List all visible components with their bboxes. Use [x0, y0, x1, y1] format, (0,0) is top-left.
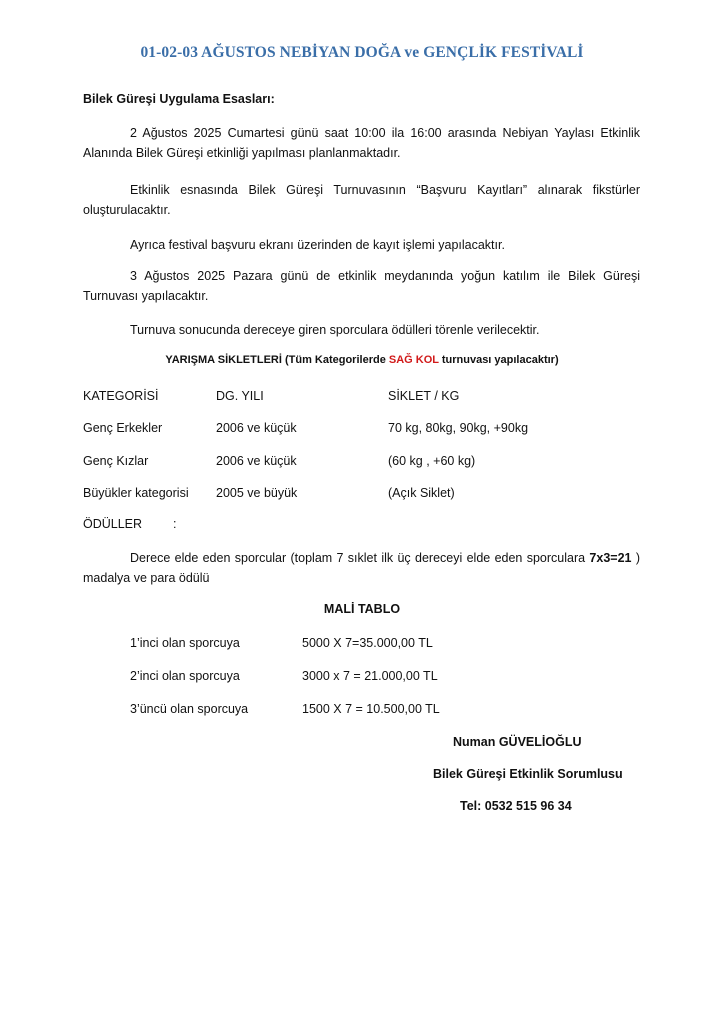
- prize-rank: 3’üncü olan sporcuya: [130, 702, 249, 716]
- paragraph-tournament-day: 3 Ağustos 2025 Pazara günü de etkinlik meydanında yoğun katılım ile Bilek Güreşi Turnuvası yapılacaktır.: [83, 269, 640, 303]
- weight-classes-title-highlight: SAĞ KOL: [388, 354, 439, 366]
- category-name: Büyükler kategorisi: [83, 486, 189, 500]
- prize-rank: 1’inci olan sporcuya: [130, 636, 240, 650]
- awards-colon: :: [173, 517, 177, 531]
- prize-row: [130, 702, 550, 720]
- section-heading: Bilek Güreşi Uygulama Esasları:: [83, 92, 275, 106]
- money-table-title: MALİ TABLO: [323, 602, 401, 616]
- prize-amount: 5000 X 7=35.000,00 TL: [302, 636, 433, 650]
- category-weights: 70 kg, 80kg, 90kg, +90kg: [388, 421, 529, 435]
- category-birth-year: 2006 ve küçük: [216, 454, 297, 468]
- awards-label: ÖDÜLLER: [83, 517, 143, 531]
- prize-amount: 3000 x 7 = 21.000,00 TL: [302, 669, 438, 683]
- document-title: 01-02-03 AĞUSTOS NEBİYAN DOĞA ve GENÇLİK FESTİVALİ: [140, 44, 584, 61]
- paragraph-online-registration: Ayrıca festival başvuru ekranı üzerinden de kayıt işlemi yapılacaktır.: [130, 238, 505, 252]
- category-birth-year: 2005 ve büyük: [216, 486, 298, 500]
- category-name: Genç Erkekler: [83, 421, 163, 435]
- category-table-header: [83, 389, 643, 407]
- category-header-birth-year: DG. YILI: [216, 389, 264, 403]
- category-row: [83, 421, 643, 439]
- category-header-weight: SİKLET / KG: [388, 389, 460, 403]
- awards-text-bold: 7x3=21: [589, 551, 632, 565]
- paragraph-awards-ceremony: Turnuva sonucunda dereceye giren sporculara ödülleri törenle verilecektir.: [130, 323, 540, 337]
- prize-row: [130, 636, 550, 654]
- prize-row: [130, 669, 550, 687]
- signature-name: Numan GÜVELİOĞLU: [453, 735, 582, 749]
- category-header-category: KATEGORİSİ: [83, 389, 159, 403]
- category-row: [83, 486, 643, 504]
- category-weights: (60 kg , +60 kg): [388, 454, 476, 468]
- weight-classes-title-after: turnuvası yapılacaktır): [438, 354, 559, 366]
- awards-text-after: ) madalya ve para ödülü: [83, 551, 640, 585]
- paragraph-registration: Etkinlik esnasında Bilek Güreşi Turnuvasının “Başvuru Kayıtları” alınarak fikstürler oluşturulacaktır.: [83, 183, 640, 217]
- paragraph-date-location: 2 Ağustos 2025 Cumartesi günü saat 10:00 ila 16:00 arasında Nebiyan Yaylası Etkinlik Alanında Bilek Güreşi etkinliği yapılması planlanmaktadır.: [83, 126, 640, 160]
- weight-classes-title: [0, 354, 724, 366]
- awards-text-before: Derece elde eden sporcular (toplam 7 sıklet ilk üç dereceyi elde eden sporculara: [130, 551, 590, 565]
- prize-rank: 2’inci olan sporcuya: [130, 669, 240, 683]
- category-birth-year: 2006 ve küçük: [216, 421, 297, 435]
- prize-amount: 1500 X 7 = 10.500,00 TL: [302, 702, 440, 716]
- weight-classes-title-before: YARIŞMA SİKLETLERİ (Tüm Kategorilerde: [165, 354, 389, 366]
- category-weights: (Açık Siklet): [388, 486, 455, 500]
- awards-description: [83, 548, 640, 588]
- category-row: [83, 454, 643, 472]
- category-name: Genç Kızlar: [83, 454, 149, 468]
- signature-role: Bilek Güreşi Etkinlik Sorumlusu: [433, 767, 623, 781]
- signature-phone: Tel: 0532 515 96 34: [460, 799, 572, 813]
